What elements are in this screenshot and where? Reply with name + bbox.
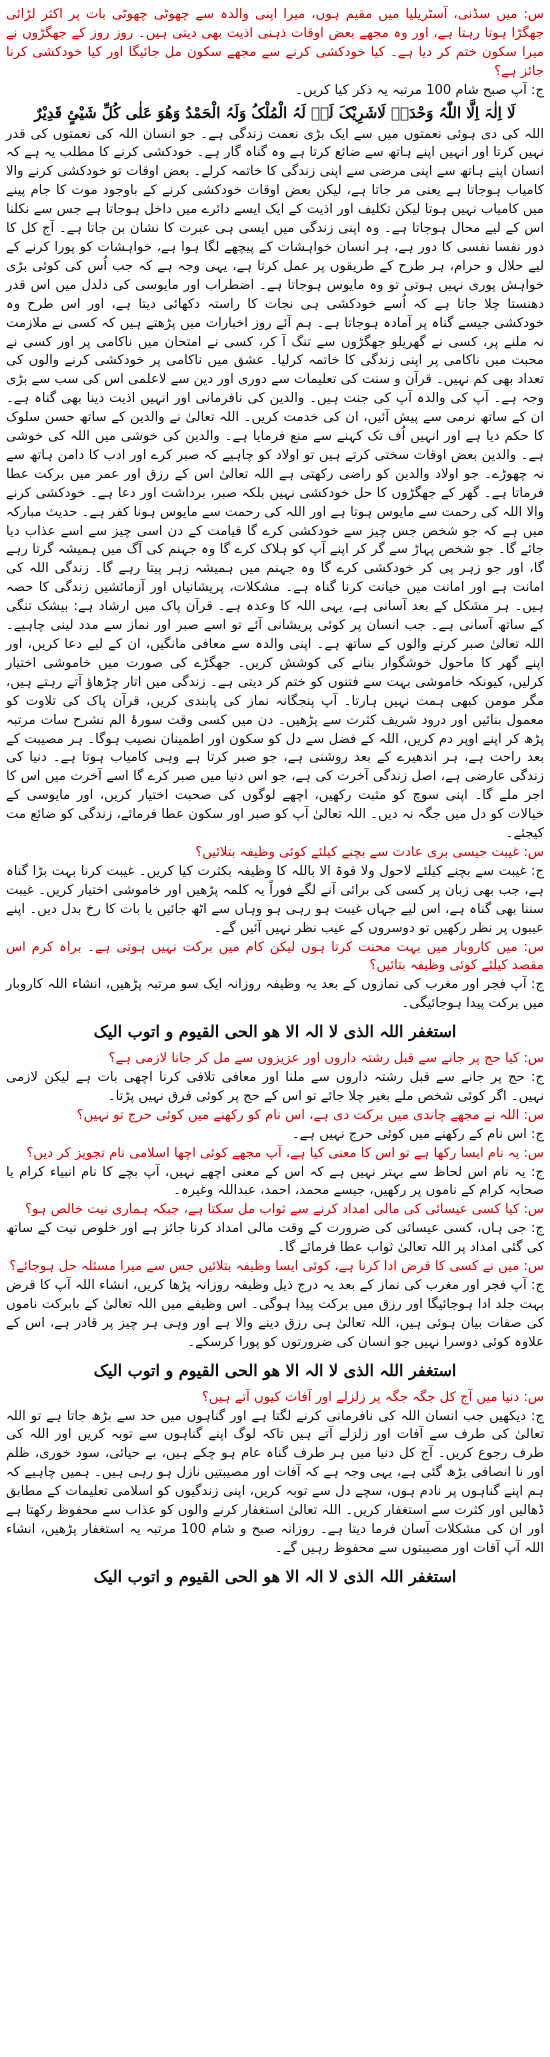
- qa-block-earthquakes: [6, 1389, 544, 1589]
- arabic-zikr: لَا اِلٰہَ اِلَّا اللّٰہُ وَحْدَہٗ لَاشَرِیْکَ لَہٗ لَہُ الْمُلْکُ وَلَہُ الْحَمْدُ وَھُوَ عَلٰی کُلِّ شَیْئٍ قَدِیْرٌ: [34, 103, 516, 122]
- qa-block-business: [6, 939, 544, 1045]
- question-text: س: دنیا میں آج کل جگہ جگہ پر زلزلے اور آفات کیوں آتے ہیں؟: [201, 1389, 544, 1405]
- question-text: س: میں سڈنی، آسٹریلیا میں مقیم ہوں، میرا اپنی والدہ سے چھوٹی چھوٹی بات پر اکثر لڑائی جھگڑا ہوتا رہتا ہے، اور وہ مجھے بعض اوقات ذہنی اذیت بھی دیتی ہیں۔ روز روز کے جھگڑوں نے میرا سکون ختم کر دیا ہے۔ کیا خودکشی کرنے سے مجھے سکون مل جائیگا اور کیا خودکشی کرنا جائز ہے؟: [6, 7, 544, 79]
- qa-block-gheebat: [6, 844, 544, 939]
- qa-block-charity: [6, 1201, 544, 1258]
- answer-text: ج: غیبت سے بچنے کیلئے لاحول ولا قوۃ الا باللہ کا وظیفہ بکثرت کیا کریں۔ غیبت کرنا بہت بڑا گناہ ہے، جب بھی زبان پر کسی کی برائی آنے لگے فوراً یہ کلمہ پڑھیں اور خاموشی اختیار کریں۔ غیبت سننا بھی گناہ ہے، اس لیے جہاں غیبت ہو رہی ہو وہاں سے اٹھ جائیں یا بات کا رخ بدل دیں۔ اپنے عیبوں پر نظر رکھیں تو دوسروں کے عیب نظر نہیں آئیں گے۔: [6, 863, 544, 936]
- question-text: س: کیا حج پر جانے سے قبل رشتہ داروں اور عزیزوں سے مل کر جانا لازمی ہے؟: [108, 1051, 544, 1067]
- answer-text: ج: یہ نام اس لحاظ سے بہتر نہیں ہے کہ اس کے معنی اچھے نہیں، آپ بچے کا نام انبیاء کرام یا صحابہ کرام کے ناموں پر رکھیں، جیسے محمد، احمد، عبداللہ وغیرہ۔: [6, 1164, 544, 1199]
- qa-block-hajj: [6, 1050, 544, 1107]
- answer-text: ج: اس نام کے رکھنے میں کوئی حرج نہیں ہے۔: [291, 1126, 544, 1142]
- qa-block-name: [6, 1107, 544, 1145]
- question-text: س: میں کاروبار میں بہت محنت کرتا ہوں لیکن کام میں برکت نہیں ہوتی ہے۔ براہ کرم اس مقصد کیلئے کوئی وظیفہ بتائیں؟: [6, 939, 544, 974]
- qa-block-name-meaning: [6, 1145, 544, 1202]
- question-text: س: اللہ نے مجھے چاندی میں برکت دی ہے، اس نام کو رکھنے میں کوئی حرج تو نہیں؟: [76, 1107, 544, 1123]
- istighfar-formula: استغفر اللہ الذی لا الہ الا ھو الحی القیوم و اتوب الیک: [93, 1566, 457, 1586]
- question-text: س: غیبت جیسی بری عادت سے بچنے کیلئے کوئی وظیفہ بتلائیں؟: [195, 844, 544, 860]
- istighfar-formula: استغفر اللہ الذی لا الہ الا ھو الحی القیوم و اتوب الیک: [93, 1022, 457, 1042]
- answer-text: ج: آپ فجر اور مغرب کی نمازوں کے بعد یہ وظیفہ روزانہ ایک سو مرتبہ پڑھیں، انشاء اللہ کاروبار میں برکت پیدا ہوجائیگی۔: [6, 977, 544, 1012]
- answer-text: ج: جی ہاں، کسی عیسائی کی ضرورت کے وقت مالی امداد کرنا جائز ہے اور خلوص نیت کے ساتھ کی گئی امداد پر اللہ تعالیٰ ثواب عطا فرمائے گا۔: [6, 1221, 544, 1256]
- istighfar-formula: استغفر اللہ الذی لا الہ الا ھو الحی القیوم و اتوب الیک: [93, 1360, 457, 1380]
- answer-text: ج: دیکھیں جب انسان اللہ کی نافرمانی کرنے لگتا ہے اور گناہوں میں حد سے بڑھ جاتا ہے تو اللہ تعالیٰ کی طرف سے آفات اور زلزلے آتے ہیں تاکہ لوگ اپنے گناہوں سے توبہ کریں اور اللہ کی طرف رجوع کریں۔ آج کل دنیا میں ہر طرف گناہ عام ہو چکے ہیں، بے حیائی، سود خوری، ظلم اور نا انصافی بڑھ گئی ہے، یہی وجہ ہے کہ آفات اور مصیبتیں نازل ہو رہی ہیں۔ ہمیں چاہیے کہ ہم اپنے گناہوں پر نادم ہوں، سچے دل سے توبہ کریں، اپنی زندگیوں کو اسلامی تعلیمات کے مطابق ڈھالیں اور کثرت سے استغفار کریں۔ اللہ تعالیٰ استغفار کرنے والوں کو عذاب سے محفوظ رکھتا ہے اور ان کی مشکلات آسان فرما دیتا ہے۔ روزانہ صبح و شام 100 مرتبہ یہ استغفار پڑھیں، انشاء اللہ آپ آفات اور مصیبتوں سے محفوظ رہیں گے۔: [6, 1408, 544, 1556]
- qa-block-suicide: [6, 6, 544, 844]
- answer-text: اللہ کی دی ہوئی نعمتوں میں سے ایک بڑی نعمت زندگی ہے۔ جو انسان اللہ کی نعمتوں کی قدر نہیں کرتا اور انہیں اپنے ہاتھ سے ضائع کرتا ہے وہ گناہ گار ہے۔ خودکشی کرنے کا مطلب یہ ہے کہ انسان اپنے ہاتھ سے اپنی مرضی سے اپنی زندگی کا خاتمہ کرلے۔ بعض اوقات تو خودکشی کرنے والا کامیاب ہوجاتا ہے یعنی مر جاتا ہے، لیکن بعض اوقات خودکشی کرنے کے باوجود موت کا جام پینے میں کامیاب نہیں ہوتا لیکن تکلیف اور اذیت کے ایک ایسے دائرے میں داخل ہوجاتا ہے جس سے نکلنا اس کے لیے محال ہوجاتا ہے۔ وہ اپنی زندگی میں ایسی ہی عبرت کا نشان بن جاتا ہے۔ آج کل کا دور نفسا نفسی کا دور ہے، ہر انسان خواہشات کے پیچھے لگا ہوا ہے، خواہشات کو پورا کرنے کے لیے حلال و حرام، ہر طرح کے طریقوں پر عمل کرتا ہے، یہی وجہ ہے کہ جب اُس کی کوئی بڑی خواہش پوری نہیں ہوتی تو وہ مایوس ہوجاتا ہے۔ اضطراب اور مایوسی کی دلدل میں اس قدر دھنستا چلا جاتا ہے کہ اُسے خودکشی ہی نجات کا راستہ دکھائی دیتا ہے، اور اس طرح وہ خودکشی جیسے گناہ پر آمادہ ہوجاتا ہے۔ ہم آئے روز اخبارات میں پڑھتے ہیں کہ کسی نے ملازمت نہ ملنے پر، کسی نے گھریلو جھگڑوں سے تنگ آ کر، کسی نے امتحان میں ناکامی پر اور کسی نے محبت میں ناکامی پر اپنی زندگی کا خاتمہ کرلیا۔ عشق میں ناکامی پر خودکشی کرنے والوں کی تعداد بھی کم نہیں۔ قرآن و سنت کی تعلیمات سے دوری اور دین سے لاعلمی اس کی سب سے بڑی وجہ ہے۔ آپ کی والدہ آپ کی جنت ہیں۔ والدین کی نافرمانی اور انہیں اذیت دینا بھی گناہ ہے۔ ان کے ساتھ نرمی سے پیش آئیں، ان کی خدمت کریں۔ اللہ تعالیٰ نے والدین کے ساتھ حسن سلوک کا حکم دیا ہے اور انہیں اُف تک کہنے سے منع فرمایا ہے۔ والدین کی خوشی میں اللہ کی خوشی ہے۔ والدین بعض اوقات سختی کرتے ہیں تو اولاد کو چاہیے کہ صبر کرے اور ادب کا دامن ہاتھ سے نہ چھوڑے۔ جو اولاد والدین کو راضی رکھتی ہے اللہ تعالیٰ اس کے رزق اور عمر میں برکت عطا فرماتا ہے۔ گھر کے جھگڑوں کا حل خودکشی نہیں بلکہ صبر، برداشت اور دعا ہے۔ خودکشی کرنے والا اللہ کی رحمت سے مایوس ہوتا ہے اور اللہ کی رحمت سے مایوس ہونا کفر ہے۔ حدیث مبارکہ میں ہے کہ جو شخص جس چیز سے خودکشی کرے گا قیامت کے دن اسی چیز سے اسے عذاب دیا جائے گا۔ جو شخص پہاڑ سے گر کر اپنے آپ کو ہلاک کرے گا وہ جہنم کی آگ میں ہمیشہ گرتا رہے گا، اور جو زہر پی کر خودکشی کرے گا وہ جہنم میں ہمیشہ زہر پیتا رہے گا۔ زندگی اللہ کی امانت ہے اور امانت میں خیانت کرنا گناہ ہے۔ مشکلات، پریشانیاں اور آزمائشیں زندگی کا حصہ ہیں۔ ہر مشکل کے بعد آسانی ہے، یہی اللہ کا وعدہ ہے۔ قرآن پاک میں ارشاد ہے: بیشک تنگی کے ساتھ آسانی ہے۔ جب انسان پر کوئی پریشانی آئے تو اسے صبر اور نماز سے مدد لینی چاہیے۔ اللہ تعالیٰ صبر کرنے والوں کے ساتھ ہے۔ اپنی والدہ سے معافی مانگیں، ان کے لیے دعا کریں، اور اپنے گھر کا ماحول خوشگوار بنانے کی کوشش کریں۔ جھگڑے کی صورت میں خاموشی اختیار کرلیں، کیونکہ خاموشی بہت سے فتنوں کو ختم کر دیتی ہے۔ زندگی میں اتار چڑھاؤ آتے رہتے ہیں، مگر مومن کبھی ہمت نہیں ہارتا۔ آپ پنجگانہ نماز کی پابندی کریں، قرآن پاک کی تلاوت کو معمول بنائیں اور درود شریف کثرت سے پڑھیں۔ دن میں کسی وقت سورۂ الم نشرح سات مرتبہ پڑھ کر اپنے اوپر دم کریں، اللہ کے فضل سے دل کو سکون اور اطمینان نصیب ہوگا۔ ہر مصیبت کے بعد راحت ہے، ہر اندھیرے کے بعد روشنی ہے، جو صبر کرتا ہے وہی کامیاب ہوتا ہے۔ دنیا کی زندگی عارضی ہے، اصل زندگی آخرت کی ہے، جو اس دنیا میں صبر کرے گا اسے آخرت میں اس کا اجر ملے گا۔ اپنی سوچ کو مثبت رکھیں، اچھے لوگوں کی صحبت اختیار کریں، اور مایوسی کے خیالات کو دل میں جگہ نہ دیں۔ اللہ تعالیٰ آپ کو صبر اور سکون عطا فرمائے، زندگی کو ضائع مت کیجئے۔: [6, 126, 544, 842]
- question-text: س: یہ نام ایسا رکھا ہے تو اس کا معنی کیا ہے، آپ مجھے کوئی اچھا اسلامی نام تجویز کر دیں؟: [26, 1145, 544, 1161]
- question-text: س: میں نے کسی کا قرض ادا کرنا ہے، کوئی ایسا وظیفہ بتلائیں جس سے میرا مسئلہ حل ہوجائے؟: [9, 1259, 544, 1275]
- answer-text: ج: حج پر جانے سے قبل رشتہ داروں سے ملنا اور معافی تلافی کرنا اچھی بات ہے لیکن لازمی نہیں۔ اگر کوئی شخص ملے بغیر چلا جائے تو اس کے حج پر کوئی فرق نہیں پڑتا۔: [6, 1070, 544, 1104]
- answer-intro: ج: آپ صبح شام 100 مرتبہ یہ ذکر کیا کریں۔: [295, 82, 544, 98]
- answer-text: ج: آپ فجر اور مغرب کی نماز کے بعد یہ درج ذیل وظیفہ روزانہ پڑھا کریں، انشاء اللہ آپ کا قرض بہت جلد ادا ہوجائیگا اور رزق میں برکت پیدا ہوگی۔ اس وظیفے میں اللہ تعالیٰ کے بابرکت ناموں کی صفات بیان ہوئی ہیں، اللہ تعالیٰ ہی رزق دینے والا ہے اور وہی ہر چیز پر قادر ہے، اس کے علاوہ کوئی دوسرا نہیں جو انسان کی ضرورتوں کو پورا کرسکے۔: [6, 1278, 544, 1350]
- question-text: س: کیا کسی عیسائی کی مالی امداد کرنے سے ثواب مل سکتا ہے، جبکہ ہماری نیت خالص ہو؟: [24, 1202, 544, 1218]
- qa-block-debt: [6, 1258, 544, 1383]
